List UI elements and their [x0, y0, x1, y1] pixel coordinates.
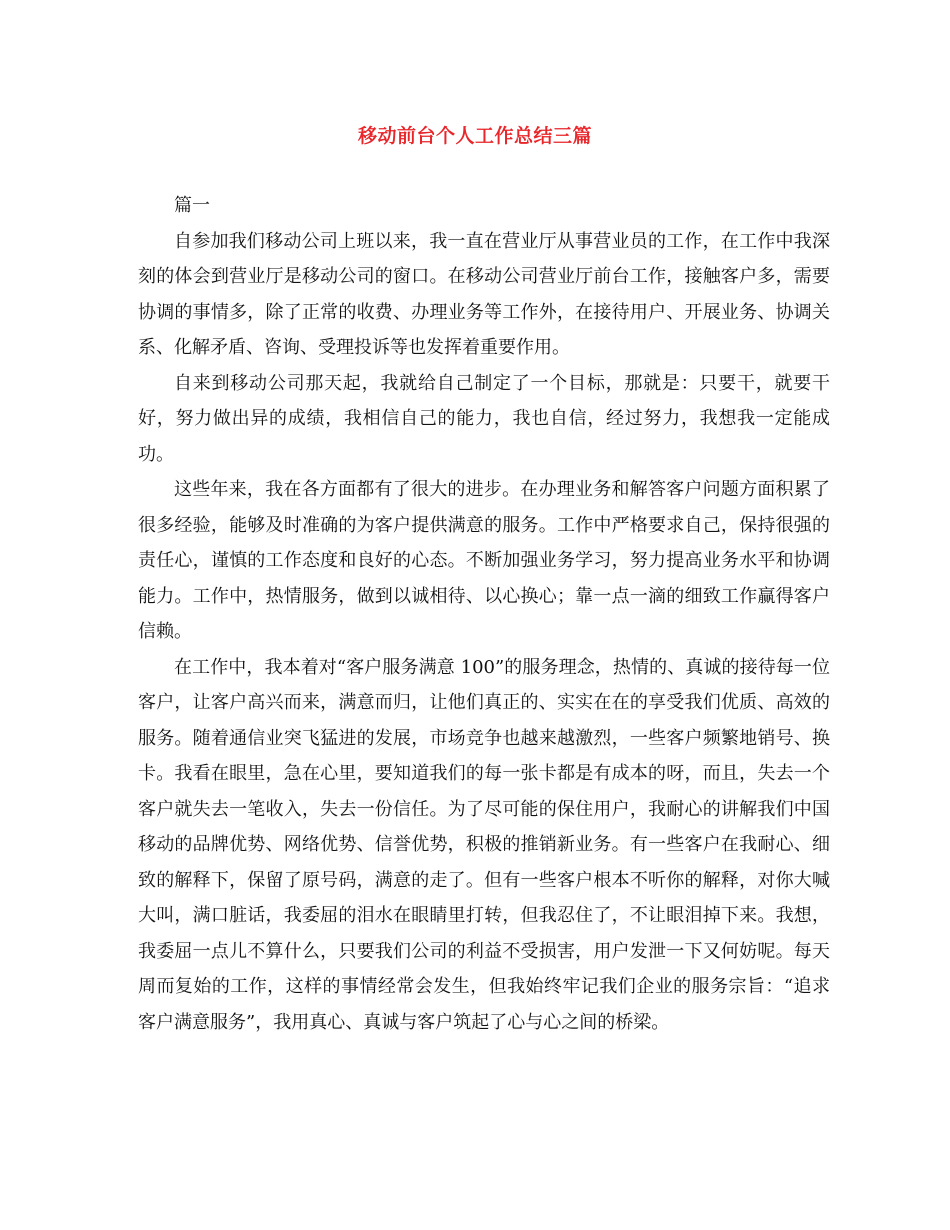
- paragraph-3: 这些年来，我在各方面都有了很大的进步。在办理业务和解答客户问题方面积累了很多经验，能够及时准确的为客户提供满意的服务。工作中严格要求自己，保持很强的责任心，谨慎的工作态度和良好的心态。不断加强业务学习，努力提高业务水平和协调能力。工作中，热情服务，做到以诚相待、以心换心；靠一点一滴的细致工作赢得客户信赖。: [138, 479, 830, 642]
- paragraph-2: 自来到移动公司那天起，我就给自己制定了一个目标，那就是：只要干，就要干好，努力做出异的成绩，我相信自己的能力，我也自信，经过努力，我想我一定能成功。: [138, 372, 830, 465]
- section-label: 篇一: [174, 195, 210, 216]
- paragraph-4: 在工作中，我本着对“客户服务满意 100”的服务理念，热情的、真诚的接待每一位客户，让客户高兴而来，满意而归，让他们真正的、实实在在的享受我们优质、高效的服务。随着通信业突飞猛进的发展，市场竞争也越来越激烈，一些客户频繁地销号、换卡。我看在眼里，急在心里，要知道我们的每一张卡都是有成本的呀，而且，失去一个客户就失去一笔收入，失去一份信任。为了尽可能的保住用户，我耐心的讲解我们中国移动的品牌优势、网络优势、信誉优势，积极的推销新业务。有一些客户在我耐心、细致的解释下，保留了原号码，满意的走了。但有一些客户根本不听你的解释，对你大喊大叫，满口脏话，我委屈的泪水在眼睛里打转，但我忍住了，不让眼泪掉下来。我想，我委屈一点儿不算什么，只要我们公司的利益不受损害，用户发泄一下又何妨呢。每天周而复始的工作，这样的事情经常会发生，但我始终牢记我们企业的服务宗旨：“追求客户满意服务”，我用真心、真诚与客户筑起了心与心之间的桥梁。: [138, 656, 830, 1033]
- document-body: [138, 188, 830, 1040]
- paragraph-1: 自参加我们移动公司上班以来，我一直在营业厅从事营业员的工作，在工作中我深刻的体会到营业厅是移动公司的窗口。在移动公司营业厅前台工作，接触客户多，需要协调的事情多，除了正常的收费、办理业务等工作外，在接待用户、开展业务、协调关系、化解矛盾、咨询、受理投诉等也发挥着重要作用。: [138, 230, 830, 358]
- document-title: 移动前台个人工作总结三篇: [357, 125, 592, 147]
